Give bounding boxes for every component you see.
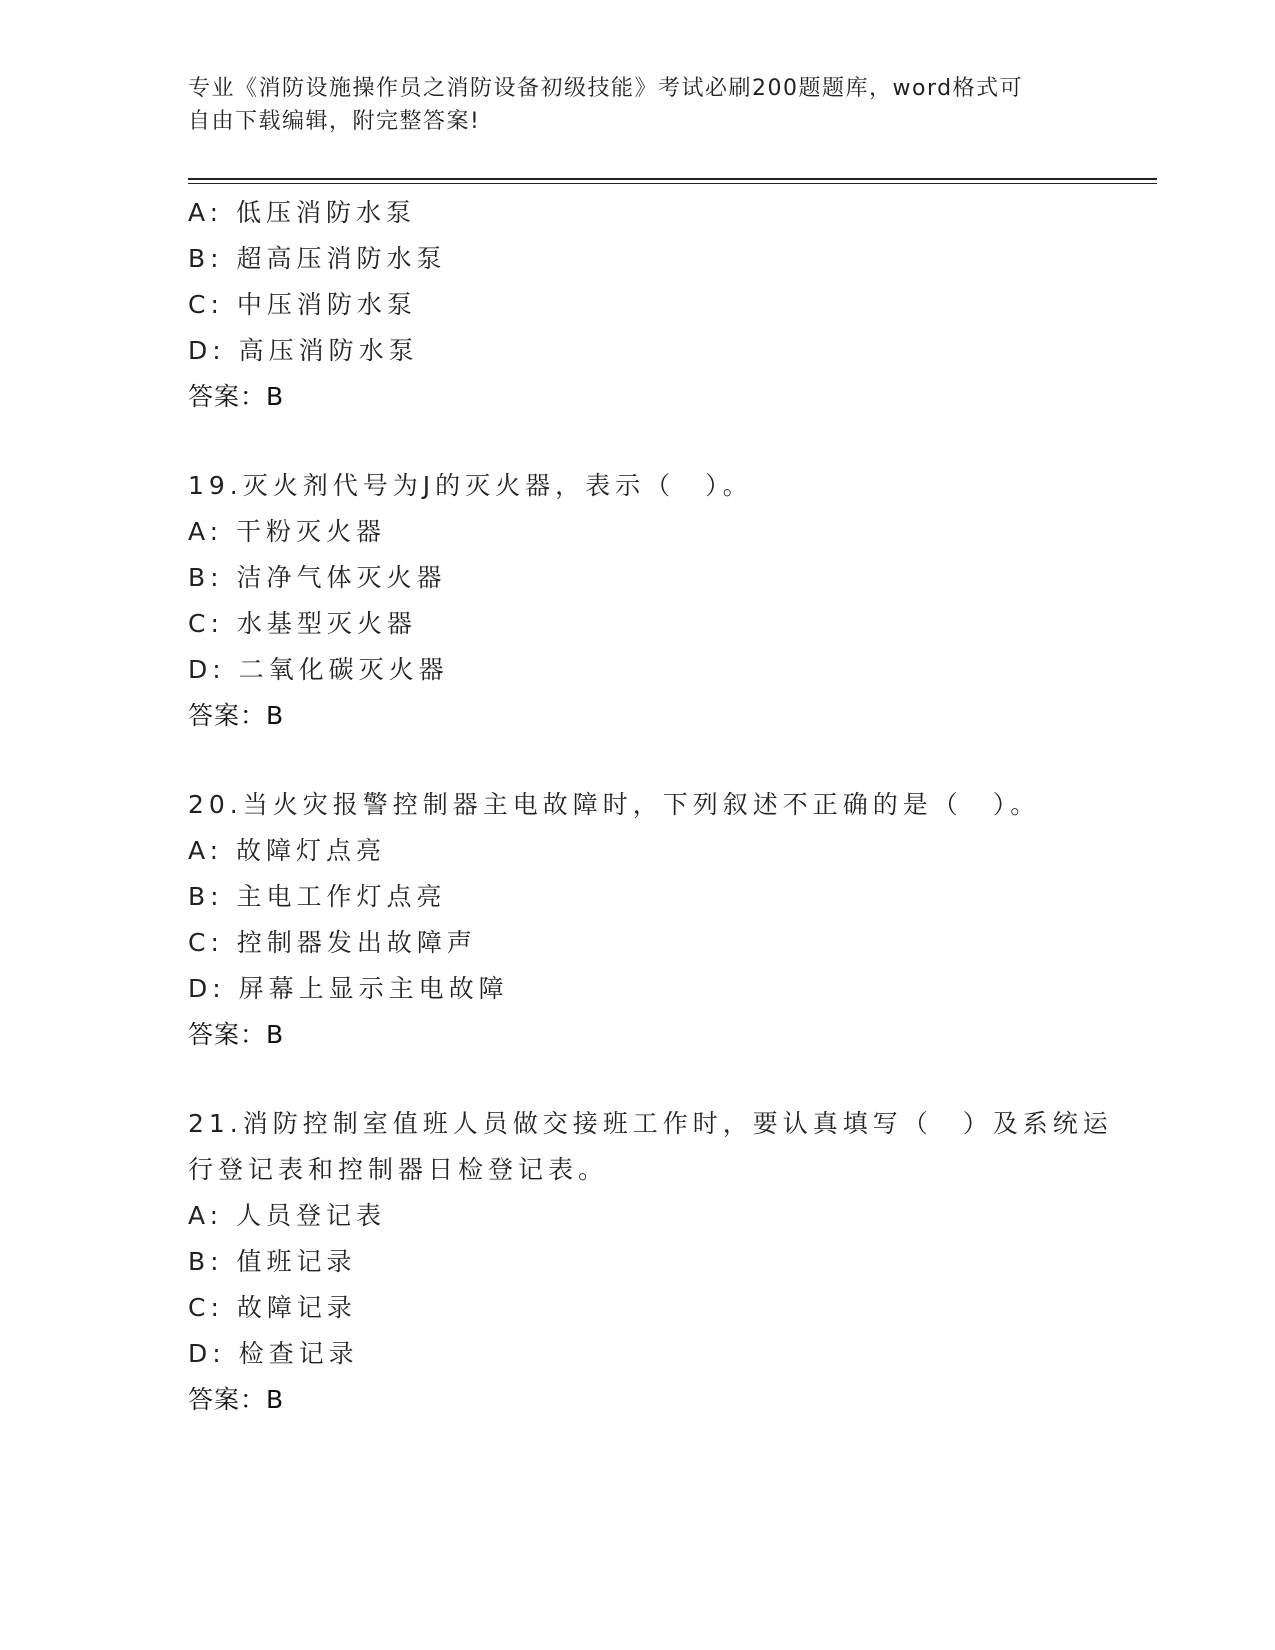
answer-line: 答案：B <box>188 701 285 730</box>
header-line-1: 专业《消防设施操作员之消防设备初级技能》考试必刷200题题库，word格式可 <box>188 76 1024 101</box>
option-c: C: 控制器发出故障声 <box>188 928 477 957</box>
answer-line: 答案：B <box>188 1020 285 1049</box>
option-d: D: 屏幕上显示主电故障 <box>188 974 509 1003</box>
option-b: B: 洁净气体灭火器 <box>188 563 447 592</box>
option-c: C: 中压消防水泵 <box>188 290 417 319</box>
option-b: B: 超高压消防水泵 <box>188 244 447 273</box>
header-divider-thin <box>188 183 1157 184</box>
question-stem: 19.灭火剂代号为J的灭火器，表示（ ）。 <box>188 471 753 500</box>
option-b: B: 值班记录 <box>188 1247 357 1276</box>
page-header <box>188 72 1068 138</box>
question-18 <box>188 190 1088 420</box>
question-20 <box>188 782 1088 1058</box>
question-stem: 20.当火灾报警控制器主电故障时，下列叙述不正确的是（ ）。 <box>188 790 1041 819</box>
option-c: C: 水基型灭火器 <box>188 609 417 638</box>
option-c: C: 故障记录 <box>188 1293 357 1322</box>
option-d: D: 检查记录 <box>188 1339 359 1368</box>
option-a: A: 低压消防水泵 <box>188 198 417 227</box>
header-divider <box>188 178 1157 180</box>
answer-line: 答案：B <box>188 382 285 411</box>
option-d: D: 二氧化碳灭火器 <box>188 655 449 684</box>
option-b: B: 主电工作灯点亮 <box>188 882 447 911</box>
option-a: A: 干粉灭火器 <box>188 517 387 546</box>
question-stem-line-1: 21.消防控制室值班人员做交接班工作时，要认真填写（ ）及系统运 <box>188 1109 1113 1138</box>
option-d: D: 高压消防水泵 <box>188 336 419 365</box>
header-line-2: 自由下载编辑，附完整答案! <box>188 109 481 134</box>
question-21 <box>188 1101 1113 1423</box>
option-a: A: 故障灯点亮 <box>188 836 387 865</box>
option-a: A: 人员登记表 <box>188 1201 387 1230</box>
question-stem-line-2: 行登记表和控制器日检登记表。 <box>188 1155 609 1184</box>
answer-line: 答案：B <box>188 1385 285 1414</box>
question-19 <box>188 463 1088 739</box>
question-list <box>188 190 1113 1423</box>
